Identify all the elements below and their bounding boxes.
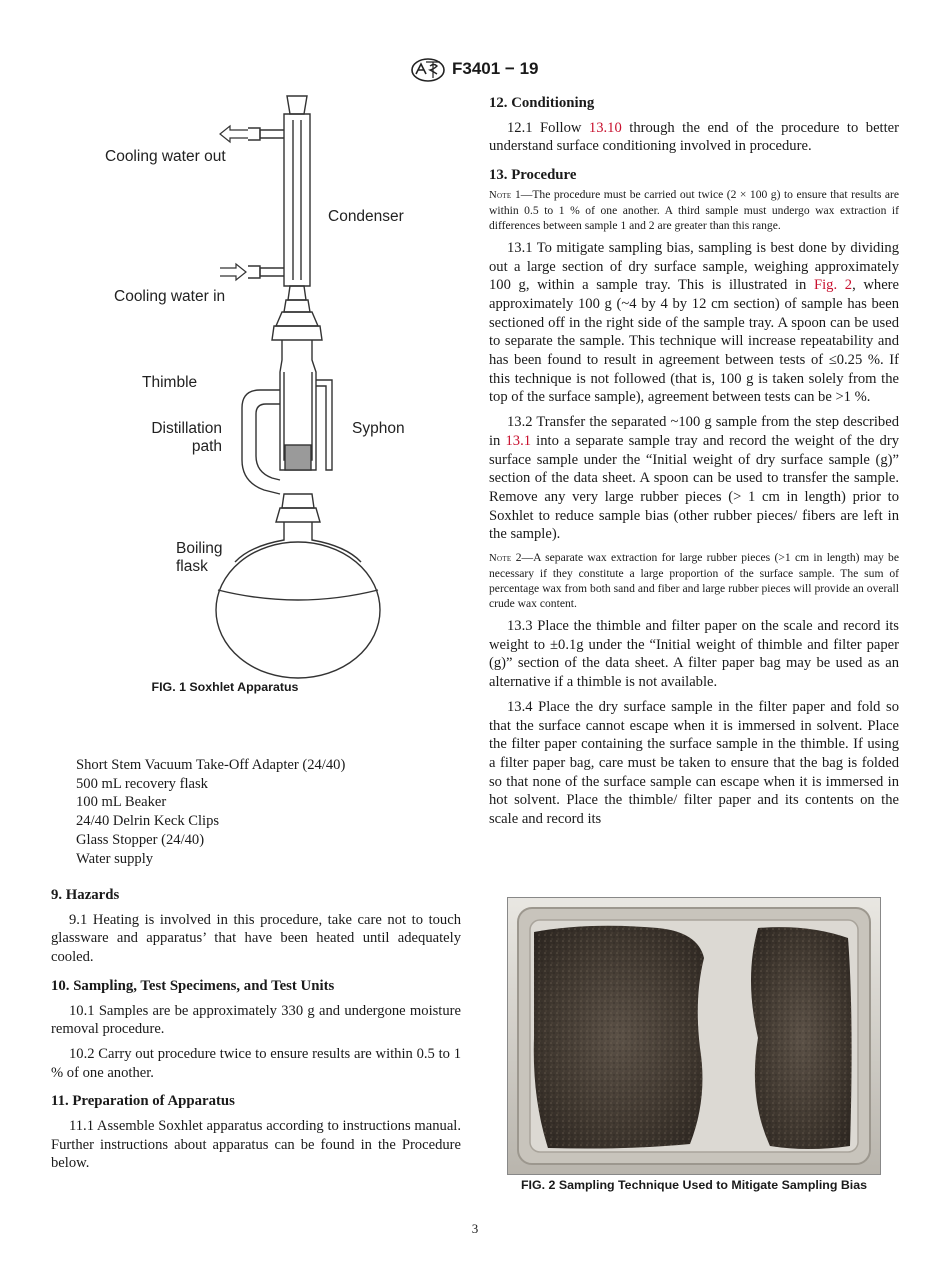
section-preparation	[51, 1092, 461, 1173]
list-item: 100 mL Beaker	[76, 794, 167, 811]
figure1-caption: FIG. 1 Soxhlet Apparatus	[151, 680, 299, 694]
section-sampling	[51, 977, 461, 1083]
paragraph	[489, 119, 899, 156]
label-syphon: Syphon	[352, 420, 405, 437]
list-item: Water supply	[76, 850, 154, 867]
section-conditioning	[489, 94, 899, 156]
section-heading: 12. Conditioning	[489, 95, 595, 111]
page-number: 3	[471, 1221, 479, 1236]
left-column	[51, 886, 461, 1183]
link-fig-2[interactable]: Fig. 2	[813, 277, 853, 294]
paragraph: 10.1 Samples are be approximately 330 g and undergone moisture removal procedure.	[51, 1002, 461, 1038]
paragraph: 10.2 Carry out procedure twice to ensure results are within 0.5 to 1 % of one another.	[51, 1045, 461, 1081]
paragraph-13-4: 13.4 Place the dry surface sample in the filter paper and fold so that the surface cannot escape when it is immersed in solvent. Place the filter paper containing the surface sample in the thimble. If using a filter paper bag, care must be taken to ensure that the bag is folded so that none of the surface sample can escape when it is immersed in hot solvent. Place the thimble/ filter paper and its contents on the scale and record its	[489, 698, 899, 828]
text: 13.1 To mitigate sampling bias, sampling is best done by dividing out a large section of dry surface sample, weighing approximately 100 g, within a sample tray. This is illustrated in	[489, 239, 899, 294]
document-number: F3401 − 19	[452, 59, 539, 78]
text: 12.1 Follow	[507, 119, 589, 136]
label-thimble: Thimble	[142, 374, 198, 391]
list-item: 500 mL recovery flask	[76, 775, 208, 792]
astm-logo-icon	[410, 58, 446, 82]
figure-sampling-tray-photo	[507, 897, 881, 1175]
label-cooling-water-in: Cooling water in	[114, 288, 226, 305]
note-label: Note	[489, 189, 512, 201]
paragraph: 11.1 Assemble Soxhlet apparatus according to instructions manual. Further instructions about apparatus can be found in the Procedure below.	[51, 1118, 461, 1172]
figure2-caption: FIG. 2 Sampling Technique Used to Mitigate Sampling Bias	[520, 1178, 868, 1192]
note-text: 1—The procedure must be carried out twice (2 × 100 g) to ensure that results are within 0.5 to 1 % of one another. A third sample must undergo wax extraction if differences between sample 1 and 2 are greater than this range.	[489, 187, 899, 232]
label-boiling-line1: Boiling	[176, 540, 223, 557]
paragraph-13-2	[489, 413, 899, 544]
label-cooling-water-out: Cooling water out	[105, 148, 226, 165]
link-13-10[interactable]: 13.10	[588, 119, 622, 136]
right-column	[489, 94, 899, 835]
paragraph-13-3: 13.3 Place the thimble and filter paper on the scale and record its weight to ±0.1g under the “Initial weight of thimble and filter paper (g)” section of the data sheet. A filter paper bag may be used as an alternative if a thimble is not available.	[489, 618, 899, 691]
text: , where approximately 100 g (~4 by 4 by 12 cm section) of sample has been sectioned off in the right side of the sample tray. A spoon can be used to separate the sample. This technique will increase repeatability and has been found to result in agreement between tests of ≤0.25 %. If this technique is not followed (that is, 100 g is taken solely from the top of the surface sample), agreement between tests can be >1 %.	[489, 277, 900, 406]
note-2	[489, 550, 899, 611]
figure-soxhlet-apparatus	[60, 90, 450, 690]
note-text: 2—A separate wax extraction for large rubber pieces (>1 cm in length) may be necessary if they constitute a large proportion of the surface sample. The sum of percentage wax from both sand and fiber and large rubber pieces will provide an overall crude wax content.	[489, 551, 899, 611]
section-heading: 11. Preparation of Apparatus	[51, 1093, 235, 1110]
label-distillation-path	[147, 420, 222, 456]
section-heading: 10. Sampling, Test Specimens, and Test Units	[51, 977, 335, 994]
link-13-1[interactable]: 13.1	[505, 432, 532, 449]
section-heading: 13. Procedure	[489, 167, 577, 184]
paragraph: 9.1 Heating is involved in this procedure, take care not to touch glassware and apparatus’ that have been heated until adequately cooled.	[51, 911, 461, 966]
label-distillation-line2: path	[191, 438, 222, 455]
note-1	[489, 187, 899, 233]
sampling-tray-image	[508, 898, 880, 1174]
section-heading: 9. Hazards	[51, 887, 120, 903]
list-item: 24/40 Delrin Keck Clips	[76, 813, 220, 830]
paragraph-13-1	[489, 239, 899, 407]
page-header	[0, 58, 950, 82]
equipment-list	[76, 756, 456, 868]
section-hazards	[51, 886, 461, 967]
soxhlet-diagram	[60, 90, 450, 680]
label-boiling-line2: flask	[176, 558, 208, 575]
label-condenser: Condenser	[328, 208, 404, 225]
list-item: Short Stem Vacuum Take-Off Adapter (24/40)	[76, 757, 346, 773]
list-item: Glass Stopper (24/40)	[76, 831, 205, 848]
section-procedure	[489, 166, 899, 829]
label-distillation-line1: Distillation	[151, 420, 222, 437]
text: into a separate sample tray and record the weight of the dry surface sample under the “Initial weight of dry surface sample (g)” section of the data sheet. A spoon can be used to transfer the sample. Remove any very large rubber pieces (> 1 cm in length) prior to Soxhlet to reduce sample bias (other rubber pieces/ fibers are left in the sample).	[489, 432, 900, 543]
label-boiling-flask	[176, 540, 223, 576]
note-label: Note	[489, 553, 512, 565]
text: through the end of the procedure to better understand surface conditioning involved in procedure.	[489, 119, 899, 155]
text: 13.2 Transfer the separated ~100 g sample from the step described in	[489, 414, 899, 449]
